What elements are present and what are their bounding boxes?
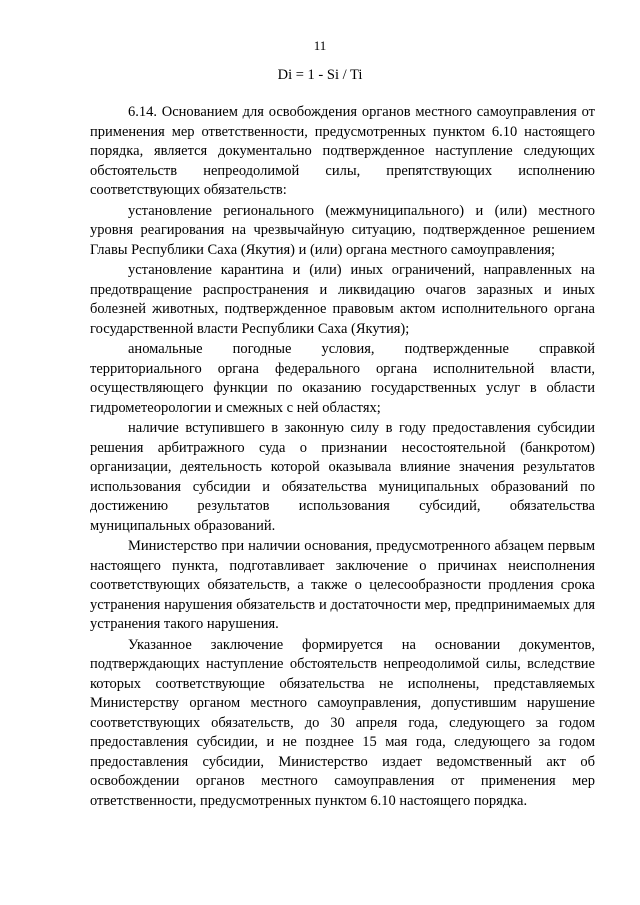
paragraph-emergency-response: установление регионального (межмуниципального) и (или) местного уровня реагирования на чрезвычайную ситуацию, подтвержденное решением Главы Республики Саха (Якутия) и (или) органа местного самоуправления; bbox=[90, 202, 595, 258]
paragraph-weather-conditions: аномальные погодные условия, подтвержденные справкой территориального органа федерального органа исполнительной власти, осуществляющего функции по оказанию государственных услуг в области гидрометеорологии и смежных с ней областях; bbox=[90, 341, 595, 416]
paragraph-ministry-conclusion: Министерство при наличии основания, предусмотренного абзацем первым настоящего пункта, подготавливает заключение о причинах неисполнения соответствующих обязательств, а также о целесообразности продления срока устранения нарушения обязательств и достаточности мер, предпринимаемых для устранения такого нарушения. bbox=[90, 538, 595, 632]
body-text bbox=[90, 103, 595, 811]
page-number: 11 bbox=[313, 38, 327, 53]
formula: Di = 1 - Si / Ti bbox=[277, 67, 363, 83]
paragraph-clause-6-14: 6.14. Основанием для освобождения органов местного самоуправления от применения мер ответственности, предусмотренных пунктом 6.10 настоящего порядка, является документально подтвержденное наступление следующих обстоятельств непреодолимой силы, препятствующих исполнению соответствующих обязательств: bbox=[90, 104, 595, 198]
paragraph-conclusion-basis: Указанное заключение формируется на основании документов, подтверждающих наступление обстоятельств непреодолимой силы, вследствие которых соответствующие обязательства не исполнены, представляемых Министерству органом местного самоуправления, допустившим нарушение соответствующих обязательств, до 30 апреля года, следующего за годом предоставления субсидии, и не позднее 15 мая года, следующего за годом предоставления субсидии, Министерство издает ведомственный акт об освобождении органов местного самоуправления от применения мер ответственности, предусмотренных пунктом 6.10 настоящего порядка. bbox=[90, 636, 595, 809]
paragraph-quarantine: установление карантина и (или) иных ограничений, направленных на предотвращение распространения и ликвидацию очагов заразных и иных болезней животных, подтвержденное правовым актом исполнительного органа государственной власти Республики Саха (Якутия); bbox=[90, 262, 595, 337]
paragraph-bankruptcy: наличие вступившего в законную силу в году предоставления субсидии решения арбитражного суда о признании несостоятельной (банкротом) организации, деятельность которой оказывала влияние значения результатов использования субсидии и обязательства муниципальных образований по достижению результатов использования субсидий, обязательства муниципальных образований. bbox=[90, 420, 595, 534]
